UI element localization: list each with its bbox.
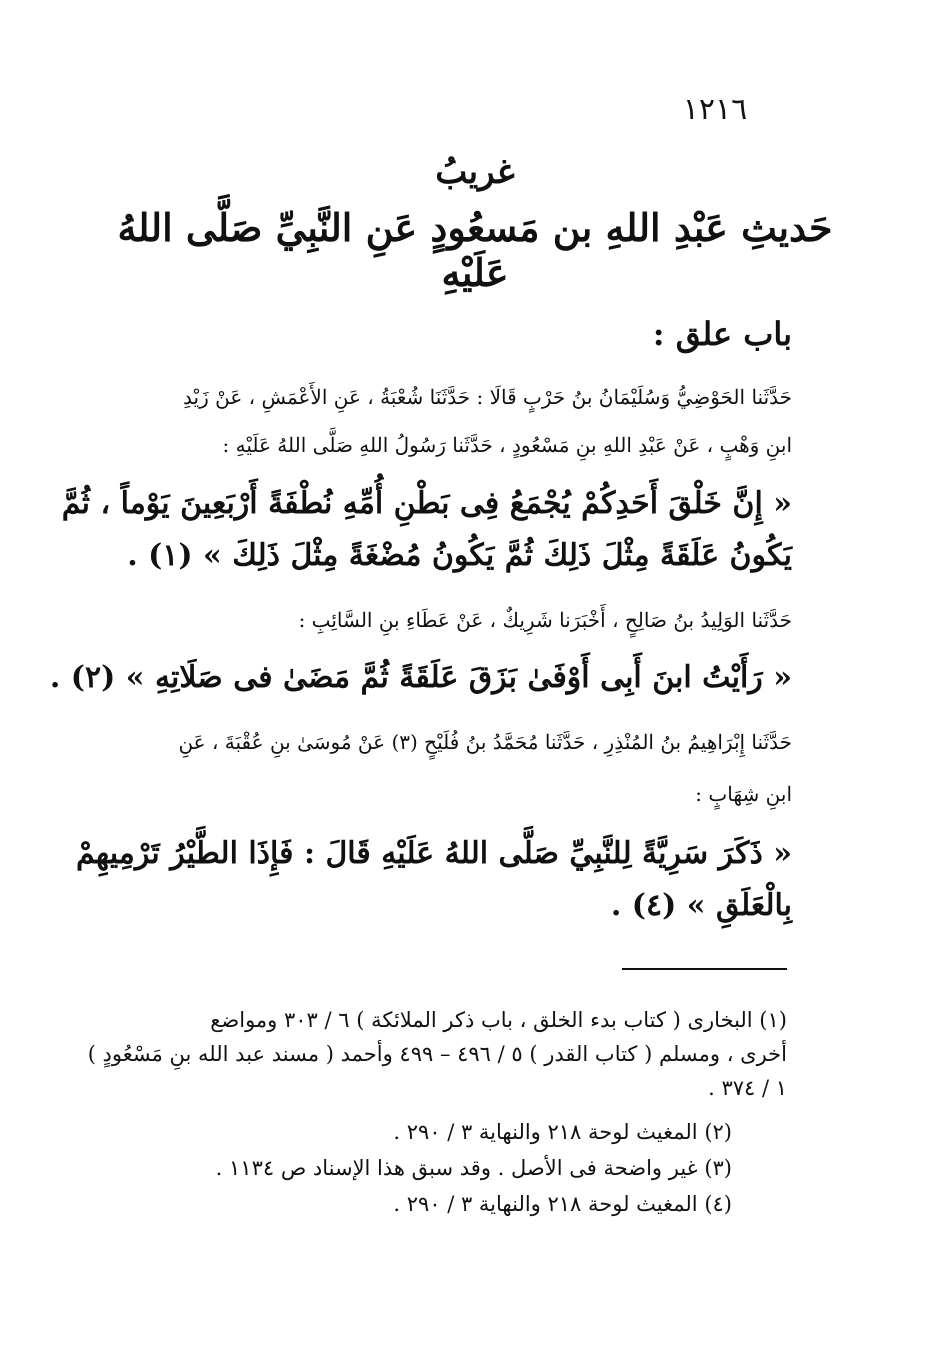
footnote-3: (٣) غير واضحة فى الأصل . وقد سبق هذا الإسناد ص ١١٣٤ . (215, 1156, 732, 1180)
section-title: باب علق : (652, 315, 792, 353)
page-number: ١٢١٦ (682, 92, 748, 127)
footnote-2: (٢) المغيث لوحة ٢١٨ والنهاية ٣ / ٢٩٠ . (393, 1120, 732, 1144)
footnote-1-line3: ١ / ٣٧٤ . (708, 1076, 787, 1100)
hadith1-matn-line1: « إِنَّ خَلْقَ أَحَدِكُمْ يُجْمَعُ فِى بَطْنِ أُمِّهِ نُطْفَةً أَرْبَعِينَ يَوْماً ، ثُمَّ (61, 486, 792, 521)
hadith1-isnad-line2: ابنِ وَهْبٍ ، عَنْ عَبْدِ اللهِ بنِ مَسْعُودٍ ، حَدَّثَنا رَسُولُ اللهِ صَلَّى اللهُ عَلَيْهِ : (222, 433, 792, 457)
hadith2-isnad-line1: حَدَّثَنا الوَلِيدُ بنُ صَالِحٍ ، أَخْبَرَنا شَرِيكٌ ، عَنْ عَطَاءِ بنِ السَّائِبِ : (298, 608, 792, 632)
footnote-separator (622, 968, 787, 970)
hadith1-matn-line2: يَكُونُ عَلَقَةً مِثْلَ ذَلِكَ ثُمَّ يَكُونُ مُضْغَةً مِثْلَ ذَلِكَ » (١) . (127, 538, 792, 573)
hadith3-matn-line2: بِالْعَلَقِ » (٤) . (610, 888, 792, 923)
hadith2-matn-line1: « رَأَيْتُ ابنَ أَبِى أَوْفَىٰ بَزَقَ عَلَقَةً ثُمَّ مَضَىٰ فى صَلَاتِهِ » (٢) . (49, 660, 792, 695)
footnote-1-line1: (١) البخارى ( كتاب بدء الخلق ، باب ذكر الملائكة ) ٦ / ٣٠٣ ومواضع (210, 1008, 787, 1032)
footnote-4: (٤) المغيث لوحة ٢١٨ والنهاية ٣ / ٢٩٠ . (393, 1192, 732, 1216)
hadith1-isnad-line1: حَدَّثَنا الحَوْضِيُّ وَسُلَيْمَانُ بنُ حَرْبٍ قَالَا : حَدَّثَنَا شُعْبَةُ ، عَنِ الأَعْمَشِ ، عَنْ زَيْدِ (183, 385, 792, 409)
hadith3-isnad-line1: حَدَّثَنا إِبْرَاهِيمُ بنُ المُنْذِرِ ، حَدَّثَنا مُحَمَّدُ بنُ فُلَيْحٍ (٣) عَنْ مُوسَىٰ بنِ عُقْبَةَ ، عَنِ (178, 730, 792, 754)
page-heading-small: غريبُ (435, 152, 515, 192)
hadith3-matn-line1: « ذَكَرَ سَرِيَّةً لِلنَّبِيِّ صَلَّى اللهُ عَلَيْهِ قَالَ : فَإِذَا الطَّيْرُ تَرْمِيهِمْ (75, 836, 792, 871)
hadith3-isnad-line2: ابنِ شِهَابٍ : (695, 782, 792, 806)
page-heading-large: حَديثِ عَبْدِ اللهِ بن مَسعُودٍ عَنِ النَّبِيِّ صَلَّى اللهُ عَلَيْهِ (117, 205, 833, 295)
footnote-1-line2: أخرى ، ومسلم ( كتاب القدر ) ٥ / ٤٩٦ – ٤٩٩ وأحمد ( مسند عبد الله بنِ مَسْعُودٍ ) (87, 1042, 787, 1066)
